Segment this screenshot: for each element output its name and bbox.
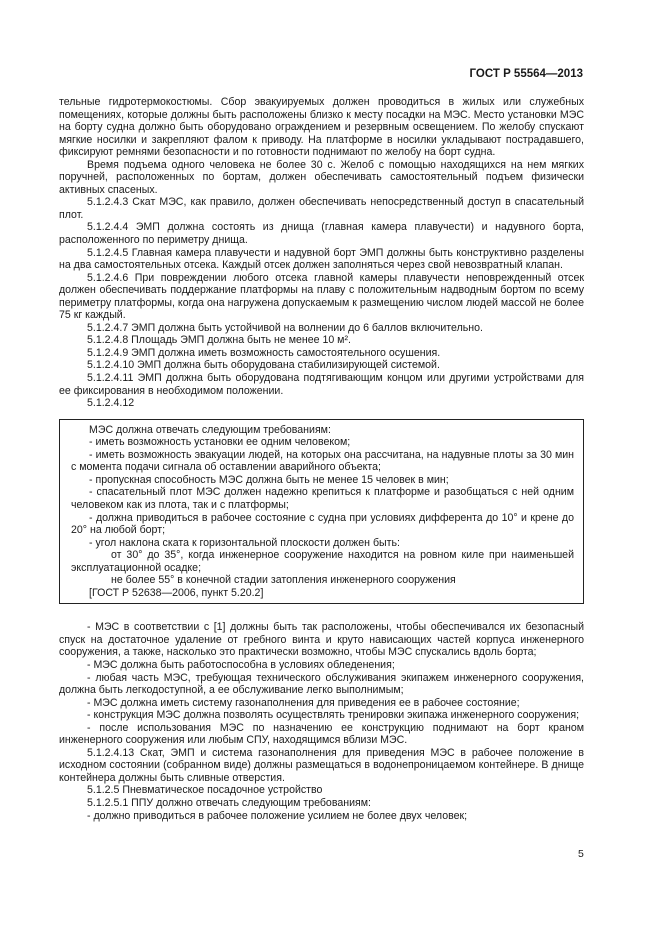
page-number: 5 [578, 848, 584, 860]
list-item: - МЭС должна быть работоспособна в условиях обледенения; [87, 658, 395, 671]
quote-source: [ГОСТ Р 52638—2006, пункт 5.20.2] [89, 586, 264, 599]
clause-5-1-2-4-12: 5.1.2.4.12 [87, 397, 135, 410]
quote-line: - должна приводиться в рабочее состояние с судна при условиях дифферента до 10° и крене до 20° на любой борт; [71, 511, 574, 537]
list-item: - должно приводиться в рабочее положение усилием не более двух человек; [87, 809, 468, 822]
quote-line: - иметь возможность эвакуации людей, на которых она рассчитана, на надувные плоты за 30 мин с момента подачи сигнала об оставлении аварийного объекта; [71, 448, 574, 474]
clause-5-1-2-4-9: 5.1.2.4.9 ЭМП должна иметь возможность самостоятельного осушения. [87, 346, 441, 359]
quote-line: - иметь возможность установки ее одним человеком; [89, 436, 351, 449]
clause-5-1-2-4-8: 5.1.2.4.8 Площадь ЭМП должна быть не менее 10 м². [87, 334, 351, 347]
list-item: - конструкция МЭС должна позволять осуществлять тренировки экипажа инженерного сооружения; [87, 709, 580, 722]
clause-5-1-2-4-7: 5.1.2.4.7 ЭМП должна быть устойчивой на волнении до 6 баллов включительно. [87, 321, 483, 334]
quote-line: - угол наклона ската к горизонтальной плоскости должен быть: [89, 536, 400, 549]
clause-5-1-2-4-6: 5.1.2.4.6 При повреждении любого отсека главной камеры плавучести неповрежденный отсек должен обеспечивать поддержание платформы на плаву с положительным надводным бортом по всему периметру платформы, когда она нагружена допускаемым к размещению числом людей массой не более 75 кг каждый. [59, 271, 584, 322]
paragraph: Время подъема одного человека не более 30 с. Желоб с помощью находящихся на нем мягких поручней, расположенных по бортам, должен обеспечивать самостоятельный подъем физически активных спасеных. [59, 158, 584, 196]
quote-line: от 30° до 35°, когда инженерное сооружение находится на ровном киле при наименьшей эксплуатационной осадке; [71, 549, 574, 574]
quote-line: - пропускная способность МЭС должна быть не менее 15 человек в мин; [89, 473, 449, 486]
list-item: - МЭС в соответствии с [1] должны быть так расположены, чтобы обеспечивался их безопасный спуск на достаточное удаление от гребного винта и круто нависающих частей корпуса инженерного сооружения, а также, насколько это практически возможно, чтобы МЭС спускались вдоль борта; [59, 621, 584, 659]
clause-5-1-2-4-3: 5.1.2.4.3 Скат МЭС, как правило, должен обеспечивать непосредственный доступ в спасательный плот. [59, 196, 584, 221]
quote-line: не более 55° в конечной стадии затопления инженерного сооружения [111, 574, 456, 587]
page-body [59, 96, 584, 822]
list-item: - МЭС должна иметь систему газонаполнения для приведения ее в рабочее состояние; [87, 696, 520, 709]
list-item: - любая часть МЭС, требующая технического обслуживания экипажем инженерного сооружения, должна быть легкодоступной, а ее обслуживание легко выполнимым; [59, 671, 584, 697]
clause-5-1-2-5-1: 5.1.2.5.1 ППУ должно отвечать следующим требованиям: [87, 796, 371, 809]
quote-line: МЭС должна отвечать следующим требованиям: [89, 423, 331, 436]
quoted-standard-box [59, 419, 584, 605]
clause-5-1-2-4-4: 5.1.2.4.4 ЭМП должна состоять из днища (главная камера плавучести) и надувного борта, расположенного по периметру днища. [59, 221, 584, 247]
quote-line: - спасательный плот МЭС должен надежно крепиться к платформе и разобщаться с ней одним человеком как из плота, так и с платформы; [71, 486, 574, 511]
clause-5-1-2-4-13: 5.1.2.4.13 Скат, ЭМП и система газонаполнения для приведения МЭС в рабочее положение в исходном состоянии (собранном виде) должны размещаться в водонепроницаемом контейнере. В днище контейнера должны быть сливные отверстия. [59, 746, 584, 784]
list-item: - после использования МЭС по назначению ее конструкцию поднимают на борт краном инженерного сооружения или любым СПУ, находящимся вблизи МЭС. [59, 721, 584, 747]
clause-5-1-2-4-5: 5.1.2.4.5 Главная камера плавучести и надувной борт ЭМП должны быть конструктивно разделены на два самостоятельных отсека. Каждый отсек должен заполняться через свой невозвратный клапан. [59, 246, 584, 272]
clause-5-1-2-4-11: 5.1.2.4.11 ЭМП должна быть оборудована подтягивающим концом или другими устройствами для ее фиксирования в необходимом положении. [59, 372, 584, 397]
document-header: ГОСТ Р 55564—2013 [469, 68, 583, 80]
paragraph: тельные гидротермокостюмы. Сбор эвакуируемых должен проводиться в жилых или служебных помещениях, которые должны быть расположены близко к месту посадки на МЭС. Место установки МЭС на борту судна должно быть оборудовано ограждением и резервным освещением. По желобу спускают мягкие носилки и закрепляют фалом к приводу. На платформе в носилки укладывают пострадавшего, фиксируют ремнями безопасности и по готовности поднимают по желобу на борт судна. [59, 96, 584, 159]
clause-5-1-2-5: 5.1.2.5 Пневматическое посадочное устройство [87, 784, 323, 797]
clause-5-1-2-4-10: 5.1.2.4.10 ЭМП должна быть оборудована стабилизирующей системой. [87, 359, 440, 372]
